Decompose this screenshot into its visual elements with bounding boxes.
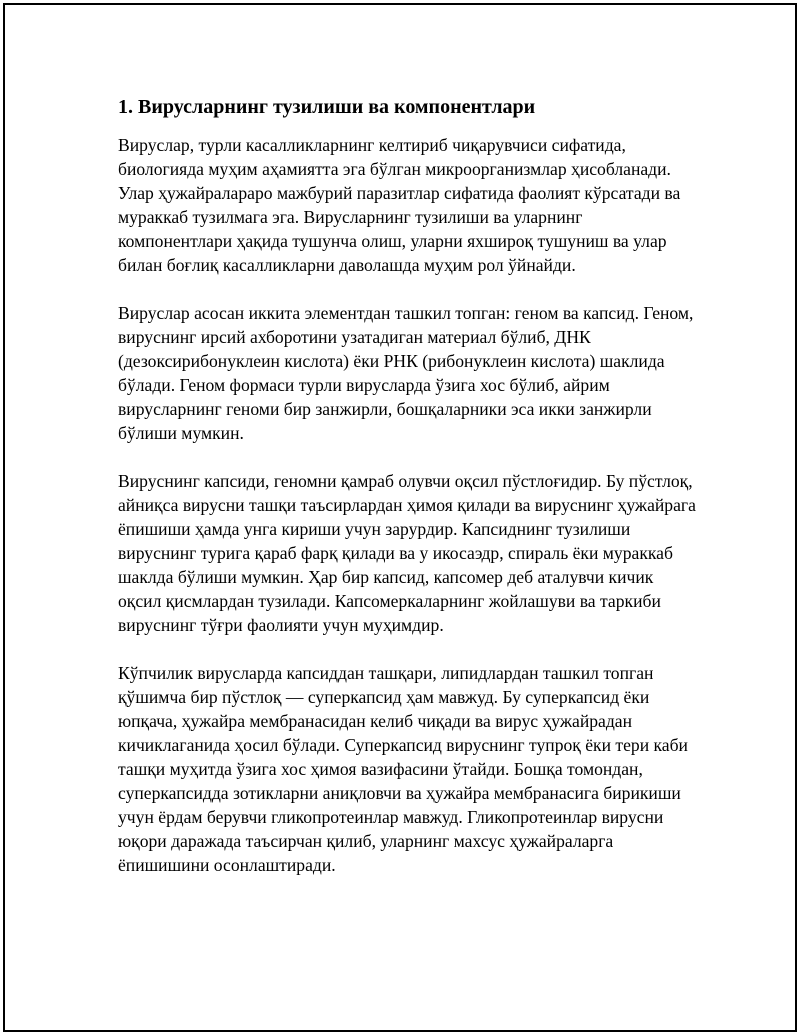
paragraph-genome-capsid: Вируслар асосан иккита элементдан ташкил топган: геном ва капсид. Геном, вируснинг ирсий ахборотини узатадиган материал бўлиб, ДНК (дезоксирибонуклеин кислота) ёки РНК (рибонуклеин кислота) шаклида бўлади. Геном формаси турли вирусларда ўзига хос бўлиб, айрим вирусларнинг геноми бир занжирли, бошқаларники эса икки занжирли бўлиши мумкин. xyxy=(118,303,694,443)
paragraph-capsid-structure: Вируснинг капсиди, геномни қамраб олувчи оқсил пўстлоғидир. Бу пўстлоқ, айниқса вирусни ташқи таъсирлардан ҳимоя қилади ва вируснинг ҳужайрага ёпишиши ҳамда унга кириши учун зарурдир. Капсиднинг тузилиши вируснинг турига қараб фарқ қилади ва у икосаэдр, спираль ёки мураккаб шаклда бўлиши мумкин. Ҳар бир капсид, капсомер деб аталувчи кичик оқсил қисмлардан тузилади. Капсомеркаларнинг жойлашуви ва таркиби вируснинг тўғри фаолияти учун муҳимдир. xyxy=(118,471,696,635)
paragraph-introduction: Вируслар, турли касалликларнинг келтириб чиқарувчиси сифатида, биологияда муҳим аҳамиятта эга бўлган микроорганизмлар ҳисобланади. Улар ҳужайралараро мажбурий паразитлар сифатида фаолият кўрсатади ва мураккаб тузилмага эга. Вирусларнинг тузилиши ва уларнинг компонентлари ҳақида тушунча олиш, уларни яхшироқ тушуниш ва улар билан боғлиқ касалликларни даволашда муҳим рол ўйнайди. xyxy=(118,135,681,275)
document-body xyxy=(118,93,698,901)
paragraph-supercapsid: Кўпчилик вирусларда капсиддан ташқари, липидлардан ташкил топган қўшимча бир пўстлоқ — суперкапсид ҳам мавжуд. Бу суперкапсид ёки юпқача, ҳужайра мембранасидан келиб чиқади ва вирус ҳужайрадан кичиклаганида ҳосил бўлади. Суперкапсид вируснинг тупроқ ёки тери каби ташқи муҳитда ўзига хос ҳимоя вазифасини ўтайди. Бошқа томондан, суперкапсидда зотикларни аниқловчи ва ҳужайра мембранасига бирикиши учун ёрдам берувчи гликопротеинлар мавжуд. Гликопротеинлар вирусни юқори даражада таъсирчан қилиб, уларнинг махсус ҳужайраларга ёпишишини осонлаштиради. xyxy=(118,663,688,875)
section-heading: 1. Вирусларнинг тузилиши ва компонентлари xyxy=(118,96,536,118)
